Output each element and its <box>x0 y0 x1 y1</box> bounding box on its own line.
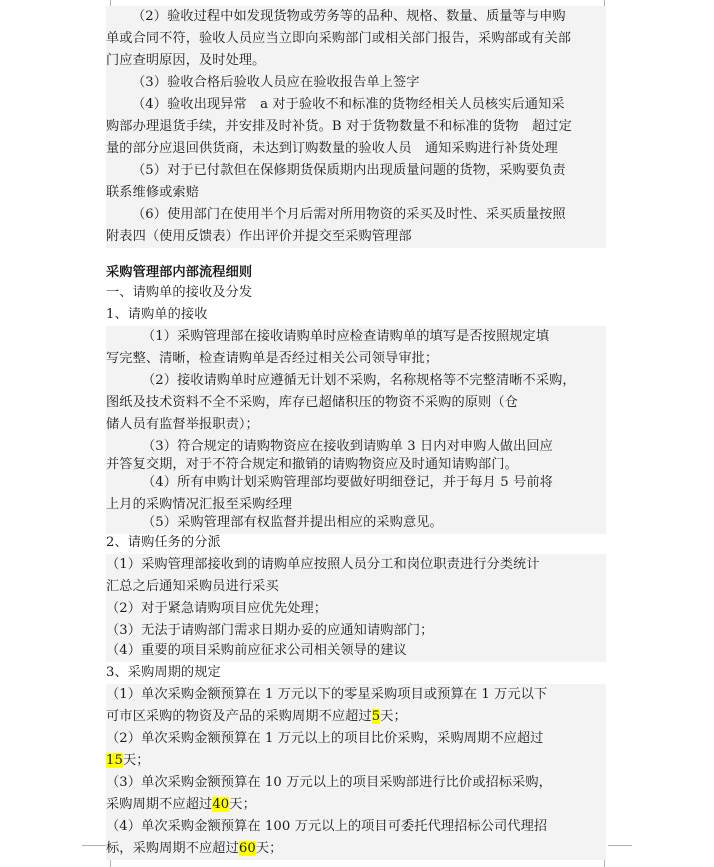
text-line: 汇总之后通知采购员进行采买 <box>106 576 606 598</box>
text-span: 天； <box>122 753 150 768</box>
text-line: 量的部分应退回供货商，未达到订购数量的验收人员 通知采购进行补货处理 <box>106 138 606 160</box>
text-line: 并答复交期，对于不符合规定和撤销的请购物资应及时通知请购部门。 <box>106 454 606 476</box>
text-line <box>106 838 606 860</box>
text-line: （3）验收合格后验收人员应在验收报告单上签字 <box>106 72 606 94</box>
text-span: 标，采购周期不应超过 <box>106 841 239 856</box>
crop-mark-bottom-right-h <box>608 845 632 846</box>
text-line: （3）单次采购金额预算在 10 万元以上的项目采购部进行比价或招标采购， <box>106 772 606 794</box>
text-line: （5）对于已付款但在保修期货保质期内出现质量问题的货物，采购要负责 <box>106 160 606 182</box>
text-span: 采购周期不应超过 <box>106 797 213 812</box>
text-line <box>106 706 606 728</box>
text-line: （4）重要的项目采购前应征求公司相关领导的建议 <box>106 640 606 662</box>
text-line: 写完整、清晰，检查请购单是否经过相关公司领导审批； <box>106 348 606 370</box>
highlighted-days: 5 <box>371 709 381 724</box>
text-line: 单或合同不符，验收人员应当立即向采购部门或相关部门报告，采购部或有关部 <box>106 28 606 50</box>
text-span: 天； <box>229 797 256 812</box>
subheading: 1、请购单的接收 <box>106 307 208 322</box>
highlighted-days: 40 <box>212 797 230 812</box>
text-line: 图纸及技术资料不全不采购，库存已超储积压的物资不采购的原则（仓 <box>106 392 606 414</box>
text-line: （4）验收出现异常 a 对于验收不和标准的货物经相关人员核实后通知采 <box>106 94 606 116</box>
subheading: 一、请购单的接收及分发 <box>106 285 253 300</box>
text-span: 天； <box>380 709 407 724</box>
highlighted-days: 15 <box>106 753 123 768</box>
text-line: 联系维修或索赔 <box>106 182 606 204</box>
text-line: （1）采购管理部在接收请购单时应检查请购单的填写是否按照规定填 <box>106 326 606 348</box>
text-line: （2）接收请购单时应遵循无计划不采购，名称规格等不完整清晰不采购， <box>106 370 606 392</box>
subheading: 3、采购周期的规定 <box>106 665 221 680</box>
text-line: 储人员有监督举报职责）； <box>106 414 606 436</box>
text-line: （4）单次采购金额预算在 100 万元以上的项目可委托代理招标公司代理招 <box>106 816 606 838</box>
text-line: （5）采购管理部有权监督并提出相应的采购意见。 <box>106 512 606 534</box>
text-line <box>106 794 606 816</box>
text-line: 上月的采购情况汇报至采购经理 <box>106 494 606 516</box>
text-line <box>106 750 606 772</box>
text-span: 天； <box>255 841 283 856</box>
text-line: （1）单次采购金额预算在 1 万元以下的零星采购项目或预算在 1 万元以下 <box>106 684 606 706</box>
subheading: 2、请购任务的分派 <box>106 535 221 550</box>
text-line: （2）单次采购金额预算在 1 万元以上的项目比价采购，采购周期不应超过 <box>106 728 606 750</box>
crop-mark-top-right <box>604 0 629 18</box>
text-line: （4）所有申购计划采购管理部均要做好明细登记，并于每月 5 号前将 <box>106 472 606 494</box>
text-line: 购部办理退货手续，并安排及时补货。B 对于货物数量不和标准的货物 超过定 <box>106 116 606 138</box>
text-line: （3）无法于请购部门需求日期办妥的应通知请购部门； <box>106 620 606 642</box>
crop-mark-bottom-right <box>604 845 629 867</box>
section-heading: 采购管理部内部流程细则 <box>106 265 253 280</box>
text-line: 附表四（使用反馈表）作出评价并提交至采购管理部 <box>106 226 606 248</box>
text-line: （2）对于紧急请购项目应优先处理； <box>106 598 606 620</box>
text-line: 门应查明原因，及时处理。 <box>106 50 606 72</box>
highlighted-days: 60 <box>238 841 256 856</box>
text-line: （3）符合规定的请购物资应在接收到请购单 3 日内对申购人做出回应 <box>106 436 606 458</box>
text-span: 可市区采购的物资及产品的采购周期不应超过 <box>106 709 372 724</box>
text-line: （1）采购管理部接收到的请购单应按照人员分工和岗位职责进行分类统计 <box>106 554 606 576</box>
crop-mark-bottom-left-h <box>82 845 106 846</box>
text-line: （6）使用部门在使用半个月后需对所用物资的采买及时性、采买质量按照 <box>106 204 606 226</box>
text-line: （2）验收过程中如发现货物或劳务等的品种、规格、数量、质量等与申购 <box>106 6 606 28</box>
